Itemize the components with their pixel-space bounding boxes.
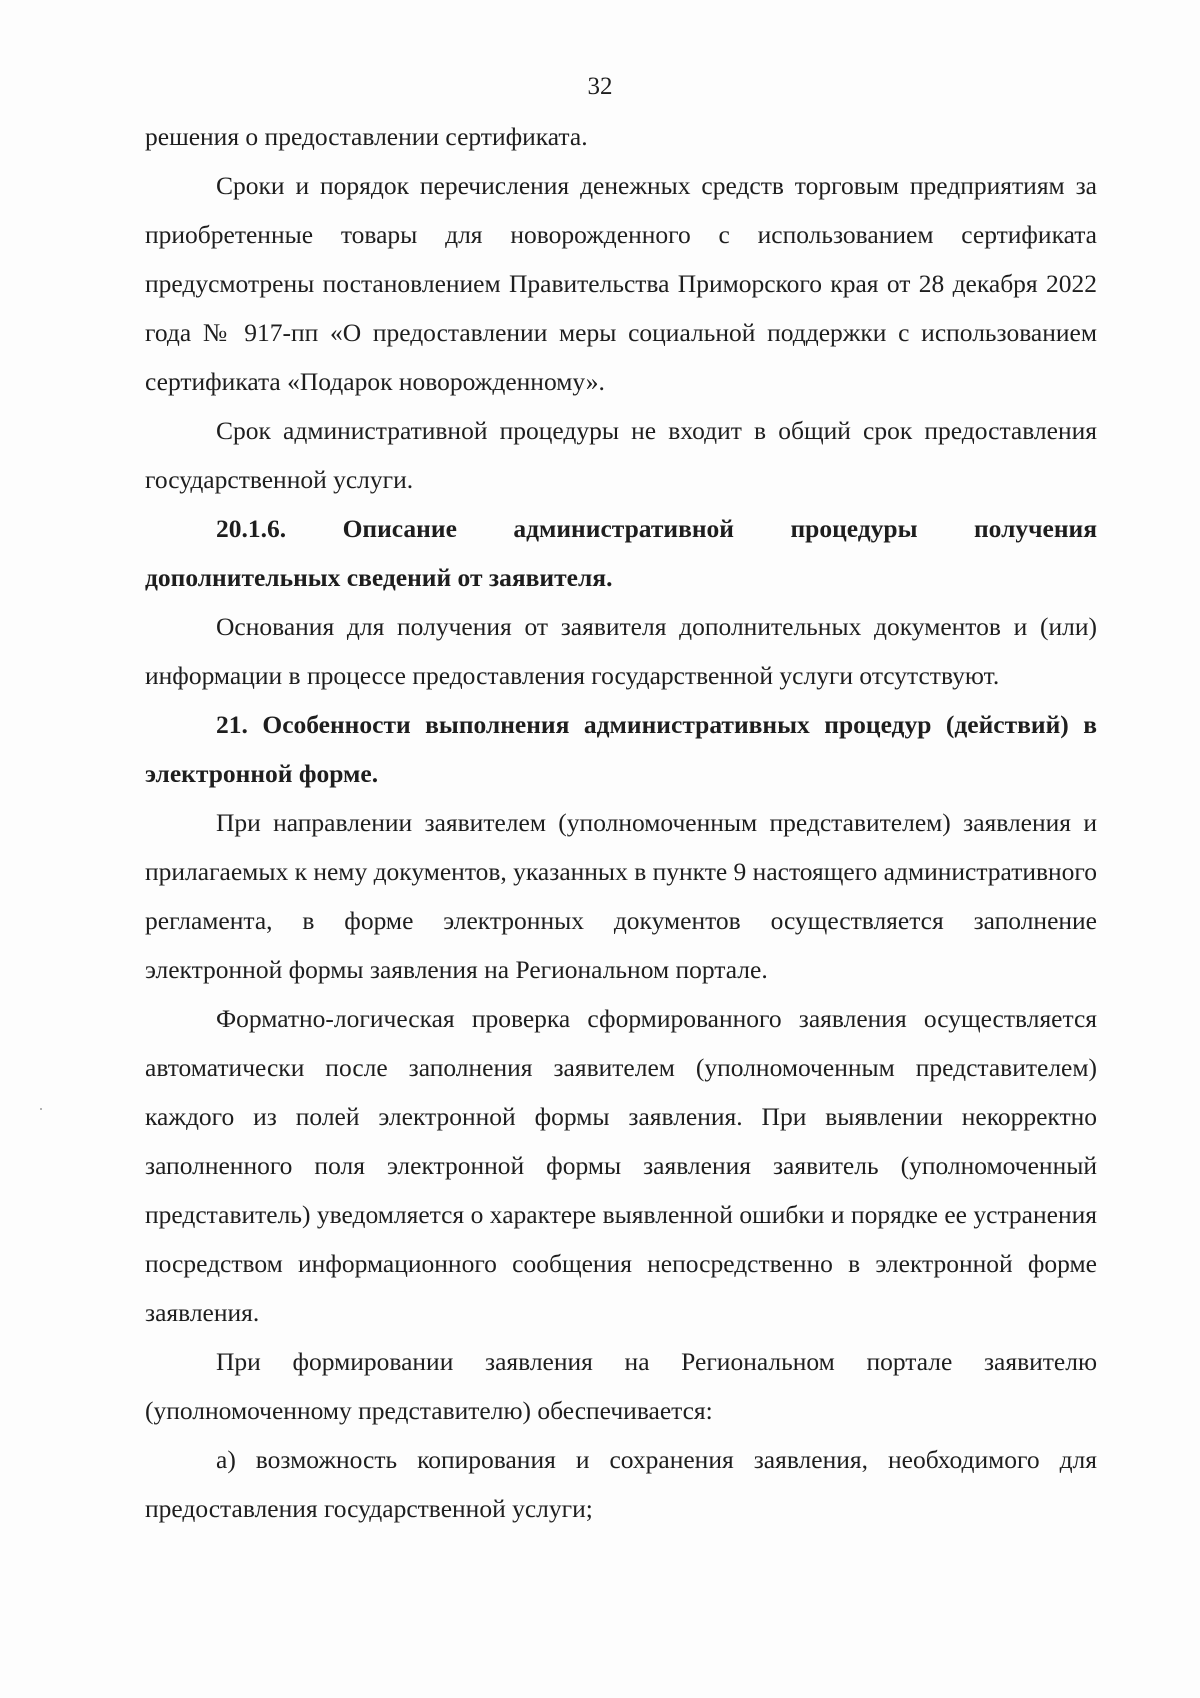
scan-artifact-dot — [40, 1108, 42, 1110]
page-number: 32 — [587, 73, 613, 100]
list-item-a: а) возможность копирования и сохранения заявления, необходимого для предоставления государственной услуги; — [145, 1445, 1097, 1523]
document-body — [145, 112, 1097, 1533]
paragraph-continuation: решения о предоставлении сертификата. — [145, 122, 588, 151]
paragraph-payment-terms: Сроки и порядок перечисления денежных средств торговым предприятиям за приобретенные товары для новорожденного с использованием сертификата предусмотрены постановлением Правительства Приморского края от 28 декабря 2022 года № 917-пп «О предоставлении меры социальной поддержки с использованием сертификата «Подарок новорожденному». — [145, 171, 1097, 396]
paragraph-procedure-term: Срок административной процедуры не входит в общий срок предоставления государственной услуги. — [145, 416, 1097, 494]
section-heading-21: 21. Особенности выполнения административных процедур (действий) в электронной форме. — [145, 710, 1097, 788]
paragraph-electronic-submission: При направлении заявителем (уполномоченным представителем) заявления и прилагаемых к нему документов, указанных в пункте 9 настоящего административного регламента, в форме электронных документов осуществляется заполнение электронной формы заявления на Региональном портале. — [145, 808, 1098, 984]
paragraph-format-check: Форматно-логическая проверка сформированного заявления осуществляется автоматически после заполнения заявителем (уполномоченным представителем) каждого из полей электронной формы заявления. При выявлении некорректно заполненного поля электронной формы заявления заявитель (уполномоченный представитель) уведомляется о характере выявленной ошибки и порядке ее устранения посредством информационного сообщения непосредственно в электронной форме заявления. — [145, 1004, 1097, 1327]
paragraph-portal-features: При формировании заявления на Региональном портале заявителю (уполномоченному представителю) обеспечивается: — [145, 1347, 1097, 1425]
paragraph-additional-info: Основания для получения от заявителя дополнительных документов и (или) информации в процессе предоставления государственной услуги отсутствуют. — [145, 612, 1097, 690]
section-heading-20-1-6: 20.1.6. Описание административной процедуры получения дополнительных сведений от заявителя. — [145, 514, 1097, 592]
